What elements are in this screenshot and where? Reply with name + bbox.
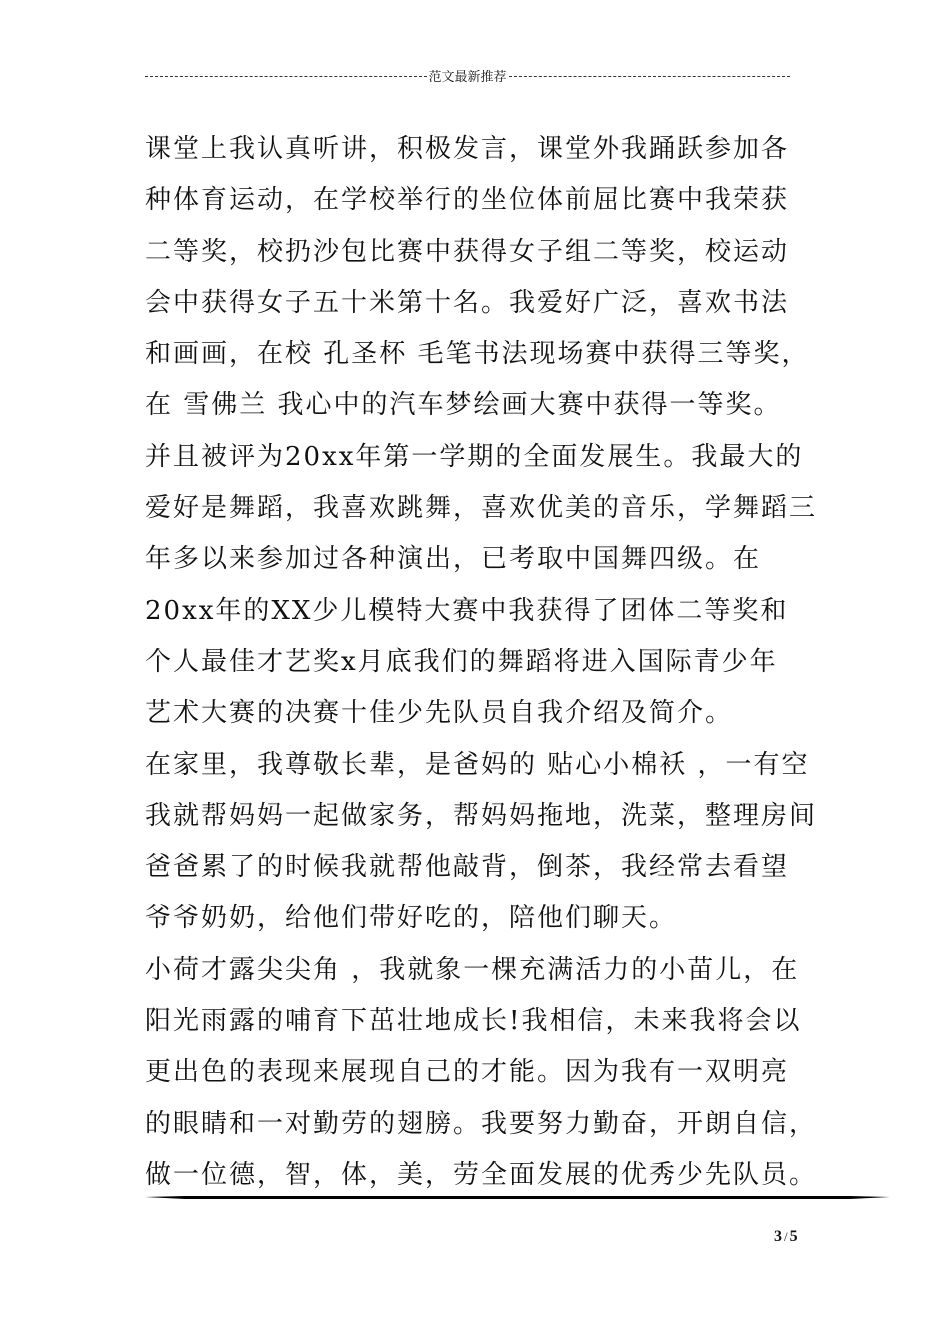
text-line: 爱好是舞蹈，我喜欢跳舞，喜欢优美的音乐，学舞蹈三 xyxy=(145,493,818,524)
text-line: 并且被评为20xx年第一学期的全面发展生。我最大的 xyxy=(145,441,804,472)
text-line: 课堂上我认真听讲，积极发言，课堂外我踊跃参加各 xyxy=(145,134,790,164)
text-line: 的眼睛和一对勤劳的翅膀。我要努力勤奋，开朗自信， xyxy=(145,1108,818,1139)
header-title: 范文最新推荐 xyxy=(428,69,507,85)
text-line: 小荷才露尖尖角 ，我就象一棵充满活力的小苗儿，在 xyxy=(145,954,800,985)
text-line: 我就帮妈妈一起做家务，帮妈妈拖地，洗菜，整理房间 xyxy=(145,800,818,831)
header-dashed-line-right xyxy=(509,76,791,77)
footer-divider xyxy=(145,1195,890,1200)
text-line: 艺术大赛的决赛十佳少先队员自我介绍及简介。 xyxy=(145,698,734,729)
text-line: 在家里，我尊敬长辈，是爸妈的 贴心小棉袄 ，一有空 xyxy=(145,749,810,780)
text-line: 会中获得女子五十米第十名。我爱好广泛，喜欢书法 xyxy=(145,287,790,318)
text-line: 和画画，在校 孔圣杯 毛笔书法现场赛中获得三等奖， xyxy=(145,339,810,370)
document-body xyxy=(145,124,818,1201)
text-line: 爷爷奶奶，给他们带好吃的，陪他们聊天。 xyxy=(145,903,678,934)
page-header xyxy=(145,64,790,86)
text-line: 在 雪佛兰 我心中的汽车梦绘画大赛中获得一等奖。 xyxy=(145,390,782,421)
header-dashed-line-left xyxy=(145,76,427,77)
page-separator: / xyxy=(784,1229,788,1244)
text-line: 做一位德，智，体，美，劳全面发展的优秀少先队员。 xyxy=(145,1159,818,1190)
text-line: 阳光雨露的哺育下茁壮地成长!我相信，未来我将会以 xyxy=(145,1006,802,1037)
text-line: 个人最佳才艺奖x月底我们的舞蹈将进入国际青少年 xyxy=(145,646,778,677)
text-line: 爸爸累了的时候我就帮他敲背，倒茶，我经常去看望 xyxy=(145,852,790,883)
text-line: 20xx年的XX少儿模特大赛中我获得了团体二等奖和 xyxy=(145,595,789,626)
text-line: 更出色的表现来展现自己的才能。因为我有一双明亮 xyxy=(145,1057,790,1088)
text-line: 二等奖，校扔沙包比赛中获得女子组二等奖，校运动 xyxy=(145,236,790,267)
page-current: 3 xyxy=(774,1228,782,1245)
text-line: 年多以来参加过各种演出，已考取中国舞四级。在 xyxy=(145,544,762,575)
text-line: 种体育运动，在学校举行的坐位体前屈比赛中我荣获 xyxy=(145,185,790,216)
page-total: 5 xyxy=(789,1228,798,1245)
page-number xyxy=(774,1228,798,1246)
